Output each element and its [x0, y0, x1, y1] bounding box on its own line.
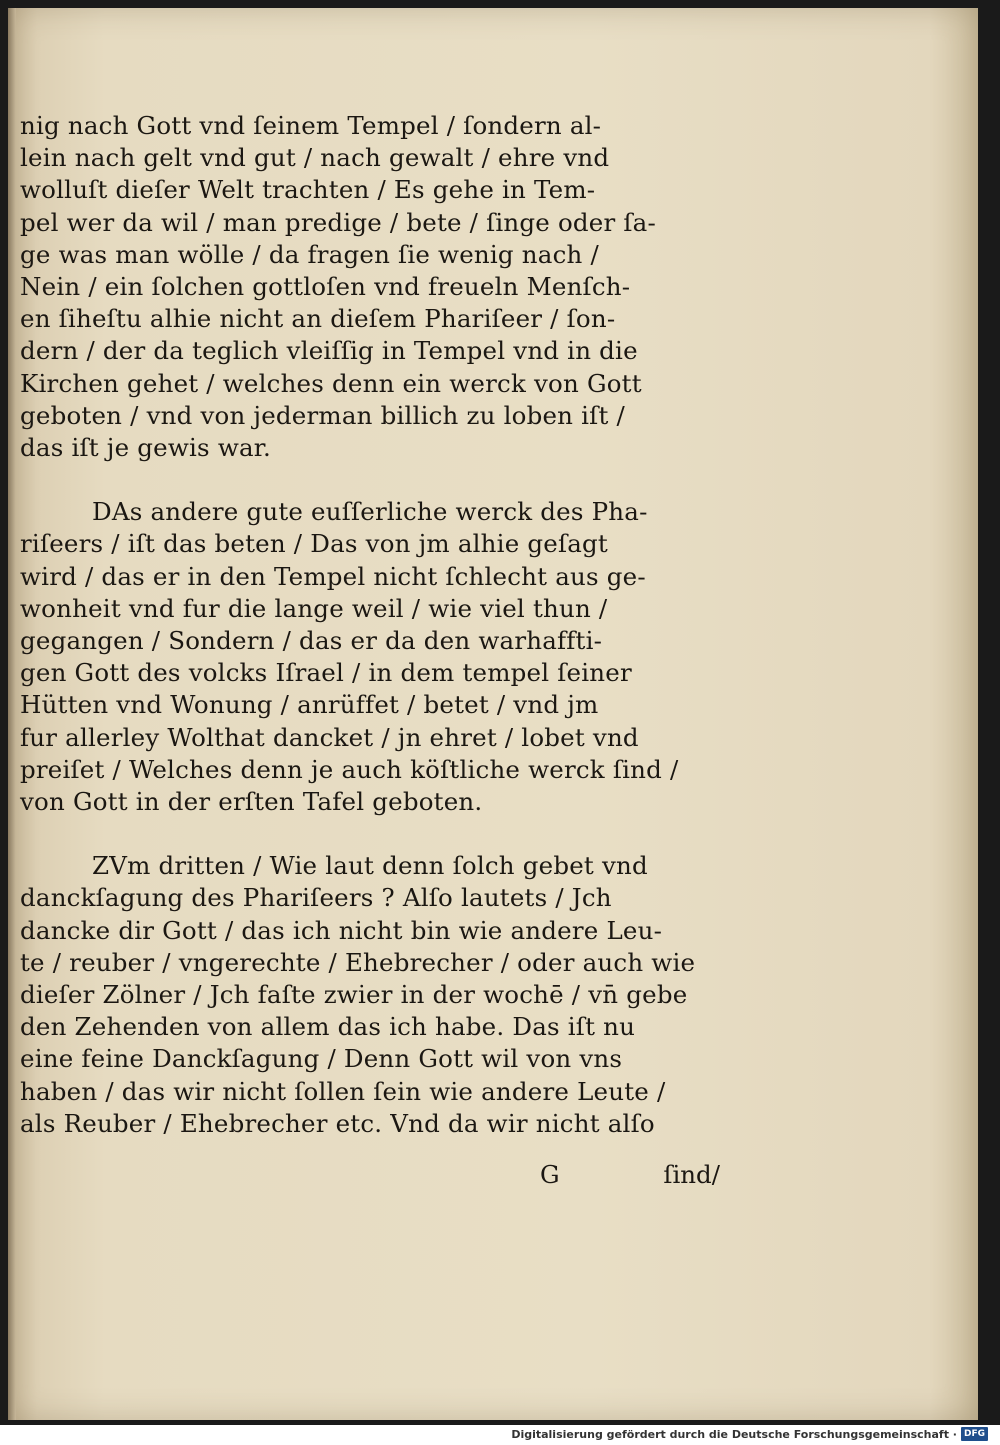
signature-catchword-line [540, 1159, 720, 1191]
text-line: pel wer da wil / man predige / bete / ſinge oder ſa- [20, 207, 656, 237]
digitization-footer [511, 1425, 988, 1443]
text-line: gen Gott des volcks Iſrael / in dem tempel ſeiner [20, 658, 632, 688]
paragraph-1 [20, 110, 720, 464]
text-line: wird / das er in den Tempel nicht ſchlecht aus ge- [20, 561, 646, 591]
text-line: Nein / ein ſolchen gottloſen vnd freueln Menſch- [20, 272, 631, 302]
paragraph-3 [20, 850, 720, 1140]
signature-mark: G [540, 1160, 560, 1189]
text-line: haben / das wir nicht ſollen ſein wie andere Leute / [20, 1076, 666, 1106]
text-line: geboten / vnd von jederman billich zu loben iſt / [20, 400, 625, 430]
page-spine-edge [8, 8, 16, 1420]
page-text-block [20, 110, 720, 1140]
text-line: von Gott in der erſten Tafel geboten. [20, 787, 483, 817]
text-line: ge was man wölle / da fragen ſie wenig nach / [20, 239, 599, 269]
text-line: fur allerley Wolthat dancket / jn ehret / lobet vnd [20, 722, 639, 752]
text-line: gegangen / Sondern / das er da den warhaffti- [20, 626, 603, 656]
text-line: nig nach Gott vnd ſeinem Tempel / ſondern al- [20, 111, 602, 140]
text-line: das iſt je gewis war. [20, 433, 272, 463]
text-line: dern / der da teglich vleiſſig in Tempel vnd in die [20, 336, 638, 366]
text-line: lein nach gelt vnd gut / nach gewalt / ehre vnd [20, 143, 610, 173]
text-line: en ſiheſtu alhie nicht an dieſem Phariſeer / ſon- [20, 304, 616, 334]
text-line: wonheit vnd fur die lange weil / wie viel thun / [20, 593, 608, 623]
text-line: dieſer Zölner / Jch faſte zwier in der wochē / vn̄ gebe [20, 980, 688, 1010]
dfg-logo-icon: DFG [961, 1427, 988, 1441]
text-line: dancke dir Gott / das ich nicht bin wie andere Leu- [20, 915, 663, 945]
text-line: Hütten vnd Wonung / anrüffet / betet / vnd jm [20, 690, 599, 720]
paragraph-2 [20, 496, 720, 818]
catchword: ſind/ [663, 1160, 720, 1189]
text-line: ZVm dritten / Wie laut denn ſolch gebet vnd [92, 851, 648, 881]
text-line: riſeers / iſt das beten / Das von jm alhie geſagt [20, 529, 608, 559]
text-line: preiſet / Welches denn je auch köſtliche werck ſind / [20, 754, 679, 784]
text-line: te / reuber / vngerechte / Ehebrecher / oder auch wie [20, 947, 696, 977]
text-line: danckſagung des Phariſeers ? Alſo lautets / Jch [20, 883, 612, 913]
footer-credit-text: Digitalisierung gefördert durch die Deutsche Forschungsgemeinschaft · [511, 1427, 957, 1441]
text-line: wolluſt dieſer Welt trachten / Es gehe in Tem- [20, 175, 596, 205]
text-line: als Reuber / Ehebrecher etc. Vnd da wir nicht alſo [20, 1108, 655, 1138]
text-line: Kirchen gehet / welches denn ein werck von Gott [20, 368, 642, 398]
text-line: DAs andere gute euſſerliche werck des Pha- [92, 497, 648, 527]
text-line: eine feine Danckſagung / Denn Gott wil von vns [20, 1044, 623, 1074]
text-line: den Zehenden von allem das ich habe. Das iſt nu [20, 1012, 636, 1042]
